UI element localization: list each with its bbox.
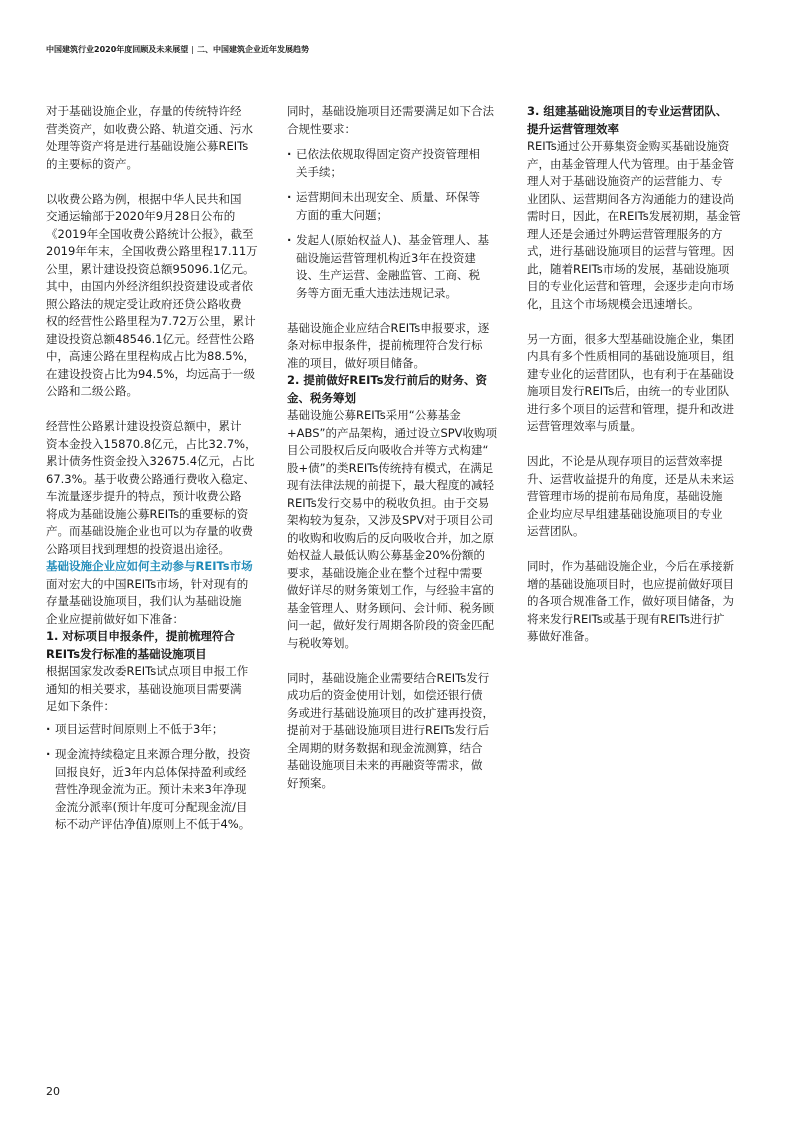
running-header [46,44,766,55]
paragraph: 经营性公路累计建设投资总额中，累计 资本金投入15870.8亿元，占比32.7%， 累计债务性资金投入32675.4亿元，占比 67.3%。基于收费公路通行费收入稳定、 车流量逐步提升的特点，预计收费公路 将成为基础设施公募REITs的重要标的资 产。而基础设施企业也可以为存量的收费 公路项目找到理想的投资退出途径。 [46,419,257,556]
subsection-heading: 1. 对标项目申报条件，提前梳理符合 REITs发行标准的基础设施项目 [46,629,235,661]
bullet-list [287,146,509,302]
section-heading: 基础设施企业应如何主动参与REITs市场 [46,559,253,573]
paragraph: 因此，不论是从现存项目的运营效率提 升、运营收益提升的角度，还是从未来运 营管理市场的提前布局角度，基础设施 企业均应尽早组建基础设施项目的专业 运营团队。 [527,454,734,538]
header-report-title: 中国建筑行业2020年度回顾及未来展望 [46,45,189,54]
subsection-heading: 2. 提前做好REITs发行前后的财务、资 金、税务筹划 [287,373,488,405]
header-section-title: 二、中国建筑企业近年发展趋势 [196,45,309,54]
paragraph: 基础设施企业应结合REITs申报要求，逐 条对标申报条件，提前梳理符合发行标 准的项目，做好项目储备。 [287,320,490,370]
column-1 [46,103,268,834]
column-2 [287,103,509,792]
subsection-heading: 3. 组建基础设施项目的专业运营团队、 提升运营管理效率 [527,104,728,136]
paragraph: 同时，作为基础设施企业，今后在承接新 增的基础设施项目时，也应提前做好项目 的各项合规准备工作，做好项目储备，为 将来发行REITs或基于现有REITs进行扩 募做好准备。 [527,559,734,643]
paragraph: 基础设施公募REITs采用“公募基金 +ABS”的产品架构，通过设立SPV收购项 目公司股权后反向吸收合并等方式构建“ 股+债”的类REITs传统持有模式，在满足 现有法律法规的前提下，最大程度的减轻 REITs发行交易中的税收负担。由于交易 架构较为复杂，又涉及SPV对于项目公司 的收购和收购后的反向吸收合并，加之原 始权益人最低认购公募基金20%份额的 要求，基础设施企业在整个过程中需要 做好详尽的财务策划工作，与经验丰富的 基金管理人、财务顾问、会计师、税务顾 问一起，做好发行周期各阶段的资金匹配 与税收筹划。 [287,408,498,650]
list-item: · 项目运营时间原则上不低于3年； [46,721,268,739]
list-item: · 已依法依规取得固定资产投资管理相 关手续； [287,146,509,181]
list-item: · 运营期间未出现安全、质量、环保等 方面的重大问题； [287,189,509,224]
paragraph: 同时，基础设施项目还需要满足如下合法 合规性要求： [287,104,494,136]
list-item: · 发起人(原始权益人)、基金管理人、基 础设施运营管理机构近3年在投资建 设、生产运营、金融监管、工商、税 务等方面无重大违法违规记录。 [287,232,509,302]
column-3 [527,103,749,646]
paragraph: 以收费公路为例，根据中华人民共和国 交通运输部于2020年9月28日公布的 《2019年全国收费公路统计公报》，截至 2019年年末，全国收费公路里程17.11万 公里，累计建设投资总额95096.1亿元。 其中，由国内外经济组织投资建设或者依 照公路法的规定受让政府还贷公路收费 权的经营性公路里程为7.72万公里，累计 建设投资总额48546.1亿元。经营性公路 中，高速公路在里程构成占比为88.5%， 在建设投资占比为94.5%，均远高于一级 公路和二级公路。 [46,191,258,398]
paragraph: 另一方面，很多大型基础设施企业，集团 内具有多个性质相同的基础设施项目，组 建专业化的运营团队，也有利于在基础设 施项目发行REITs后，由统一的专业团队 进行多个项目的运营和管理，提升和改进 运营管理效率与质量。 [527,331,734,433]
paragraph: 面对宏大的中国REITs市场，针对现有的 存量基础设施项目，我们认为基础设施 企业应提前做好如下准备： [46,576,249,626]
paragraph: 根据国家发改委REITs试点项目申报工作 通知的相关要求，基础设施项目需要满 足如下条件： [46,664,249,713]
bullet-list [46,721,268,834]
header-separator: | [191,45,194,54]
paragraph: 同时，基础设施企业需要结合REITs发行 成功后的资金使用计划，如偿还银行债 务或进行基础设施项目的改扩建再投资， 提前对于基础设施项目进行REITs发行后 全周期的财务数据和现金流测算，结合 基础设施项目未来的再融资等需求，做 好预案。 [287,670,494,790]
paragraph: 对于基础设施企业，存量的传统特许经 营类资产，如收费公路、轨道交通、污水 处理等资产将是进行基础设施公募REITs 的主要标的资产。 [46,104,253,171]
list-item: · 现金流持续稳定且来源合理分散，投资 回报良好，近3年内总体保持盈利或经 营性净现金流为正。预计未来3年净现 金流分派率(预计年度可分配现金流/目 标不动产评估净值)原则上不低于4%。 [46,746,268,834]
page-number: 20 [46,1085,60,1098]
paragraph: REITs通过公开募集资金购买基础设施资 产，由基金管理人代为管理。由于基金管 理人对于基础设施资产的运营能力、专 业团队、运营期间各方沟通能力的建设尚 需时日，因此，在REITs发展初期，基金管 理人还是会通过外聘运营管理服务的方 式，进行基础设施项目的运营与管理。因 此，随着REITs市场的发展，基础设施项 目的专业化运营和管理，会逐步走向市场 化，且这个市场规模会迅速增长。 [527,139,741,311]
